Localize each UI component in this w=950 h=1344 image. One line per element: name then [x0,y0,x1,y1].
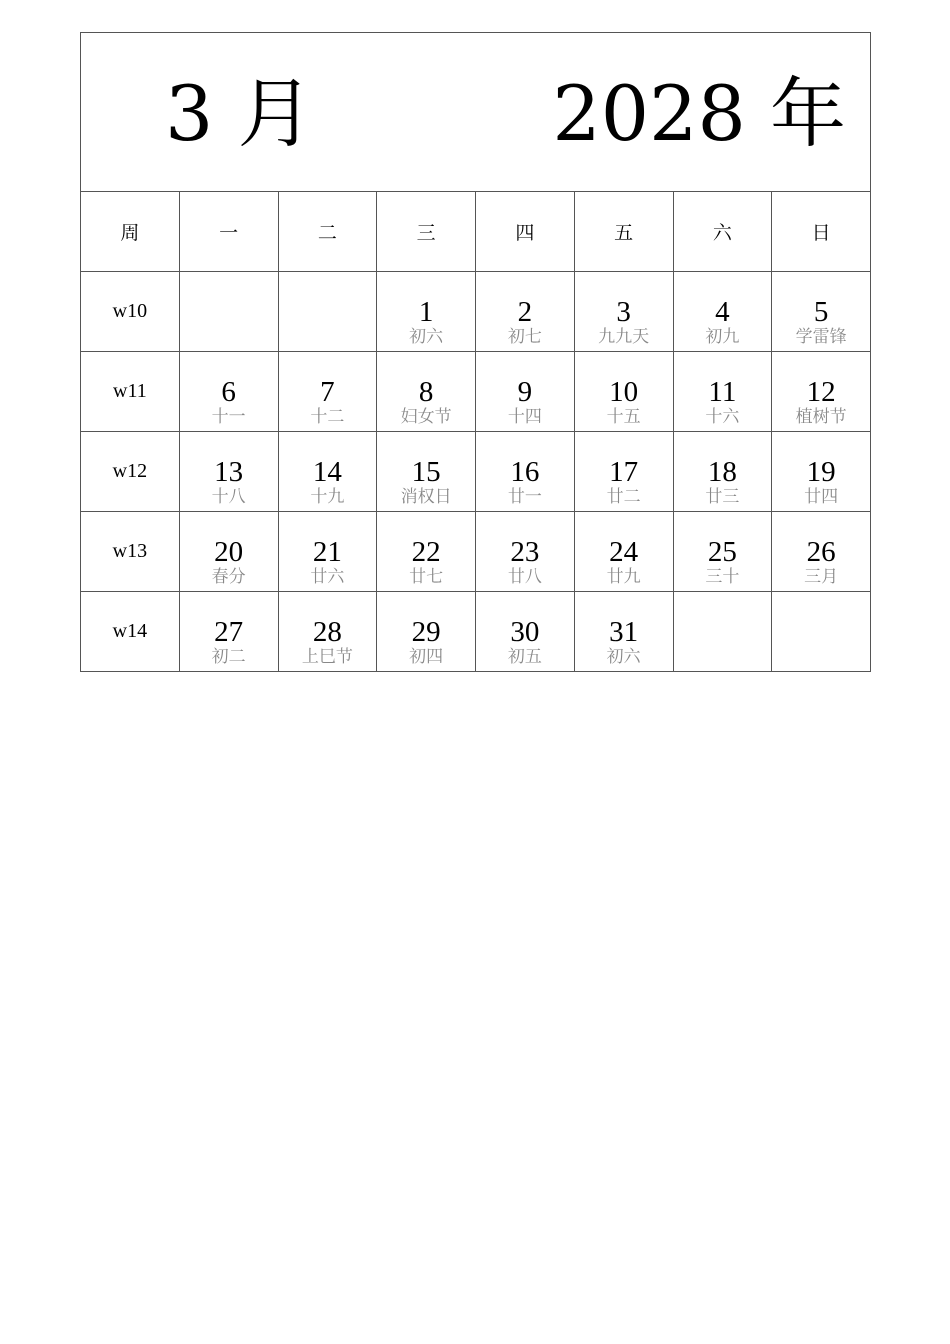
day-cell [772,512,871,592]
week-number: w14 [112,620,148,642]
day-cell [278,432,377,512]
week-number-cell [81,352,180,432]
week-row [81,272,871,352]
year-title: 2028 年 [552,69,846,158]
day-number: 3 [616,296,631,328]
day-number: 14 [312,456,342,488]
lunar-date-label: 廿二 [606,487,641,507]
lunar-date-label: 植树节 [795,407,847,427]
lunar-date-label: 初五 [507,647,542,667]
lunar-date-label: 初四 [409,647,444,667]
week-number: w11 [113,380,147,402]
day-cell [574,432,673,512]
lunar-date-label: 十六 [705,407,740,427]
lunar-date-label: 学雷锋 [795,327,847,347]
lunar-date-label: 初六 [606,647,641,667]
day-number: 2 [517,296,533,328]
day-number: 24 [609,536,639,568]
day-number: 12 [806,376,836,408]
day-number: 10 [609,376,639,408]
lunar-date-label: 廿九 [606,567,641,587]
lunar-date-label: 初六 [409,327,444,347]
day-number: 17 [609,456,639,488]
day-cell [673,352,772,432]
weekday-thu: 四 [476,192,575,272]
week-row [81,432,871,512]
empty-day-cell [179,272,278,352]
day-number: 19 [806,456,836,488]
day-number: 16 [510,456,540,488]
day-number: 20 [214,536,244,568]
day-cell [673,432,772,512]
day-cell [673,272,772,352]
day-number: 23 [510,536,540,568]
day-cell [179,352,278,432]
weekday-header-row [81,192,871,272]
day-cell [772,352,871,432]
day-cell [476,592,575,672]
lunar-date-label: 妇女节 [400,407,452,427]
day-number: 18 [707,456,737,488]
day-cell [377,352,476,432]
day-number: 8 [418,376,434,408]
lunar-date-label: 十四 [507,407,542,427]
weekday-fri: 五 [574,192,673,272]
day-number: 26 [806,536,836,568]
calendar-table [80,32,871,672]
week-row [81,512,871,592]
week-number-cell [81,512,180,592]
day-number: 31 [609,616,639,648]
day-cell [574,272,673,352]
calendar-header [81,33,871,192]
lunar-date-label: 十九 [310,487,345,507]
day-cell [476,512,575,592]
lunar-date-label: 三十 [705,567,740,587]
lunar-date-label: 初七 [507,327,542,347]
day-cell [377,512,476,592]
day-number: 15 [411,456,441,488]
day-cell [377,432,476,512]
day-number: 7 [320,376,335,408]
week-number-cell [81,592,180,672]
lunar-date-label: 十二 [310,407,345,427]
day-cell [278,352,377,432]
lunar-date-label: 廿六 [310,567,345,587]
lunar-date-label: 九九天 [598,327,650,347]
day-number: 22 [411,536,441,568]
lunar-date-label: 廿三 [705,487,740,507]
weekday-sun: 日 [772,192,871,272]
day-number: 4 [715,296,730,328]
day-cell [673,512,772,592]
day-number: 9 [517,376,533,408]
lunar-date-label: 廿四 [804,487,839,507]
empty-day-cell [278,272,377,352]
lunar-date-label: 消权日 [400,487,452,507]
day-number: 25 [707,536,737,568]
week-number: w12 [112,460,148,482]
week-row [81,592,871,672]
day-number: 13 [214,456,244,488]
lunar-date-label: 上巳节 [301,647,353,667]
day-number: 29 [411,616,441,648]
day-cell [377,592,476,672]
day-cell [278,592,377,672]
lunar-date-label: 廿一 [507,487,542,507]
day-number: 11 [708,376,737,408]
lunar-date-label: 三月 [804,567,839,587]
weekday-mon: 一 [179,192,278,272]
weekday-week-label: 周 [81,192,180,272]
day-number: 1 [418,296,434,328]
day-number: 30 [510,616,540,648]
day-number: 6 [221,376,236,408]
day-cell [772,272,871,352]
lunar-date-label: 春分 [211,567,246,587]
day-cell [574,352,673,432]
lunar-date-label: 廿八 [507,567,542,587]
day-cell [179,432,278,512]
lunar-date-label: 十一 [211,407,246,427]
day-cell [772,432,871,512]
day-number: 27 [214,616,244,648]
lunar-date-label: 十八 [211,487,246,507]
day-number: 28 [312,616,342,648]
weekday-tue: 二 [278,192,377,272]
lunar-date-label: 初二 [211,647,246,667]
day-cell [179,512,278,592]
day-cell [377,272,476,352]
day-cell [476,432,575,512]
day-cell [179,592,278,672]
week-number-cell [81,272,180,352]
header-cell [81,33,871,192]
day-cell [476,272,575,352]
day-cell [476,352,575,432]
lunar-date-label: 廿七 [409,567,444,587]
lunar-date-label: 十五 [606,407,641,427]
day-number: 5 [813,296,829,328]
weekday-wed: 三 [377,192,476,272]
week-number: w13 [112,540,148,562]
day-cell [574,512,673,592]
weekday-sat: 六 [673,192,772,272]
empty-day-cell [772,592,871,672]
day-number: 21 [312,536,342,568]
month-title: 3 月 [165,69,314,158]
week-number: w10 [112,300,148,322]
day-cell [278,512,377,592]
lunar-date-label: 初九 [705,327,740,347]
week-row [81,352,871,432]
day-cell [574,592,673,672]
empty-day-cell [673,592,772,672]
week-number-cell [81,432,180,512]
